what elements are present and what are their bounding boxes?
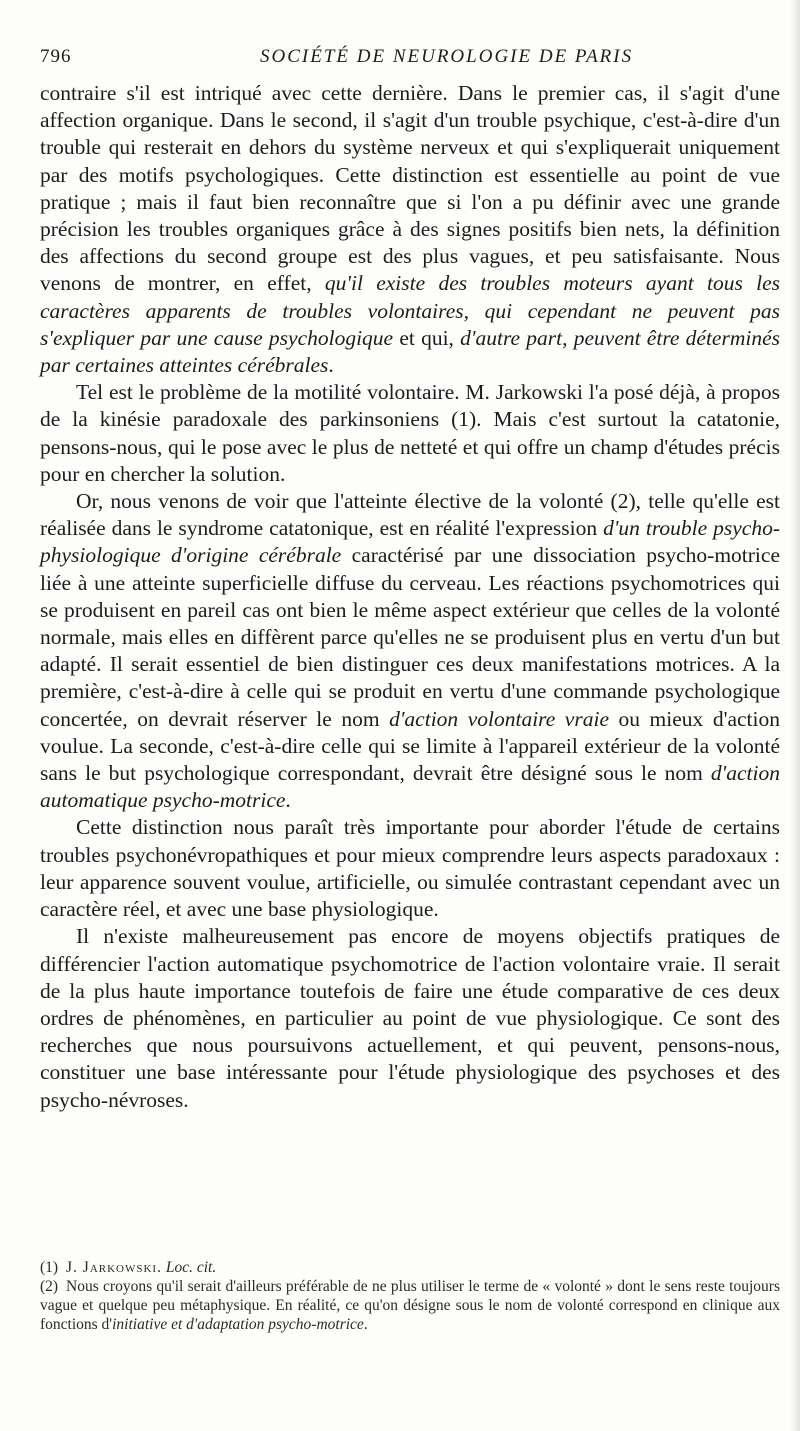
- page-edge-shadow: [790, 0, 800, 1431]
- paragraph-3-text-a: Or, nous venons de voir que l'atteinte élective de la volonté (2), telle qu'elle est réalisée dans le syndrome catatonique, est en réalité l'expression: [40, 489, 780, 541]
- paragraph-1-emphasis-1: qu'il existe des troubles moteurs ayant tous les caractères apparents de troubles volontaires, qui cependant ne peuvent pas s'expliquer par une cause psychologique: [40, 271, 781, 350]
- paragraph-3-emphasis-3: d'action automatique psycho-motrice: [40, 761, 780, 813]
- paragraph-1-text-a: contraire s'il est intriqué avec cette dernière. Dans le premier cas, il s'agit d'une affection organique. Dans le second, il s'agit d'un trouble psychique, c'est-à-dire d'un trouble qui resterait en dehors du système nerveux et qui s'expliquerait uniquement par des motifs psychologiques. Cette distinction est essentielle au point de vue pratique ; mais il faut bien reconnaître que si l'on a pu définir avec une grande précision les troubles organiques grâce à des signes positifs bien nets, la définition des affections du second groupe est des plus vagues, et peu satisfaisante. Nous venons de montrer, en effet,: [40, 81, 780, 296]
- paragraph-1-text-b: et qui,: [393, 325, 461, 350]
- running-title: SOCIÉTÉ DE NEUROLOGIE DE PARIS: [260, 46, 634, 67]
- page-number: 796: [40, 46, 72, 67]
- paragraph-3-text-c: ou mieux d'action voulue. La seconde, c'est-à-dire celle qui se limite à l'appareil extérieur de la volonté sans le but psychologique correspondant, devrait être désigné sous le nom: [40, 706, 780, 786]
- paragraph-2: Tel est le problème de la motilité volontaire. M. Jarkowski l'a posé déjà, à propos de la kinésie paradoxale des parkinsoniens (1). Mais c'est surtout la catatonie, pensons-nous, qui le pose avec le plus de netteté et qui offre un champ d'études précis pour en chercher la solution.: [40, 380, 780, 486]
- paragraph-3-text-d: .: [285, 788, 291, 813]
- paragraph-1-text-c: .: [328, 353, 334, 378]
- footnotes: [40, 1258, 780, 1334]
- footnote-2-emphasis: initiative et d'adaptation psycho-motrice: [112, 1316, 364, 1333]
- footnote-2: [40, 1277, 780, 1334]
- paragraph-5: Il n'existe malheureusement pas encore de moyens objectifs pratiques de différencier l'action automatique psychomotrice de l'action volontaire vraie. Il serait de la plus haute importance toutefois de faire une étude comparative de ces deux ordres de phénomènes, en particulier au point de vue physiologique. Ce sont des recherches que nous poursuivons actuellement, et qui peuvent, pensons-nous, constituer une base intéressante pour l'étude physiologique des psychoses et des psycho-névroses.: [40, 924, 780, 1112]
- paragraph-4: Cette distinction nous paraît très importante pour aborder l'étude de certains troubles psychonévropathiques et pour mieux comprendre leurs aspects paradoxaux : leur apparence souvent voulue, artificielle, ou simulée contrastant cependant avec un caractère réel, et avec une base physiologique.: [40, 815, 780, 922]
- paragraph-3-emphasis-2: d'action volontaire vraie: [389, 706, 609, 731]
- footnote-1-author: J. Jarkowski.: [66, 1259, 162, 1276]
- paragraph-3-emphasis-1: d'un trouble psycho-physiologique d'origine cérébrale: [40, 516, 780, 568]
- footnote-2-text: Nous croyons qu'il serait d'ailleurs préférable de ne plus utiliser le terme de « volonté » dont le sens reste toujours vague et quelque peu métaphysique. En réalité, ce qu'on désigne sous le nom de volonté correspond en clinique aux fonctions d': [40, 1278, 780, 1333]
- page-header: [40, 46, 760, 70]
- footnote-1-reference: Loc. cit.: [165, 1259, 217, 1276]
- paragraph-3-text-b: caractérisé par une dissociation psycho-motrice liée à une atteinte superficielle diffuse du cerveau. Les réactions psychomotrices qui se produisent en pareil cas ont bien le même aspect extérieur que celles de la volonté normale, mais elles en diffèrent parce qu'elles ne se produisent plus en vertu d'un but adapté. Il serait essentiel de bien distinguer ces deux manifestations motrices. A la première, c'est-à-dire à celle qui se produit en vertu d'une commande psychologique concertée, on devrait réserver le nom: [40, 543, 780, 731]
- body-text: [40, 80, 780, 1114]
- footnote-2-number: (2): [40, 1278, 59, 1295]
- paragraph-1: [40, 80, 780, 379]
- footnote-2-end: .: [363, 1316, 368, 1333]
- footnote-1: [40, 1258, 780, 1277]
- footnote-1-number: (1): [40, 1259, 59, 1276]
- paragraph-1-emphasis-2: d'autre part, peuvent être déterminés par certaines atteintes cérébrales: [40, 325, 780, 378]
- paragraph-3: [40, 488, 780, 814]
